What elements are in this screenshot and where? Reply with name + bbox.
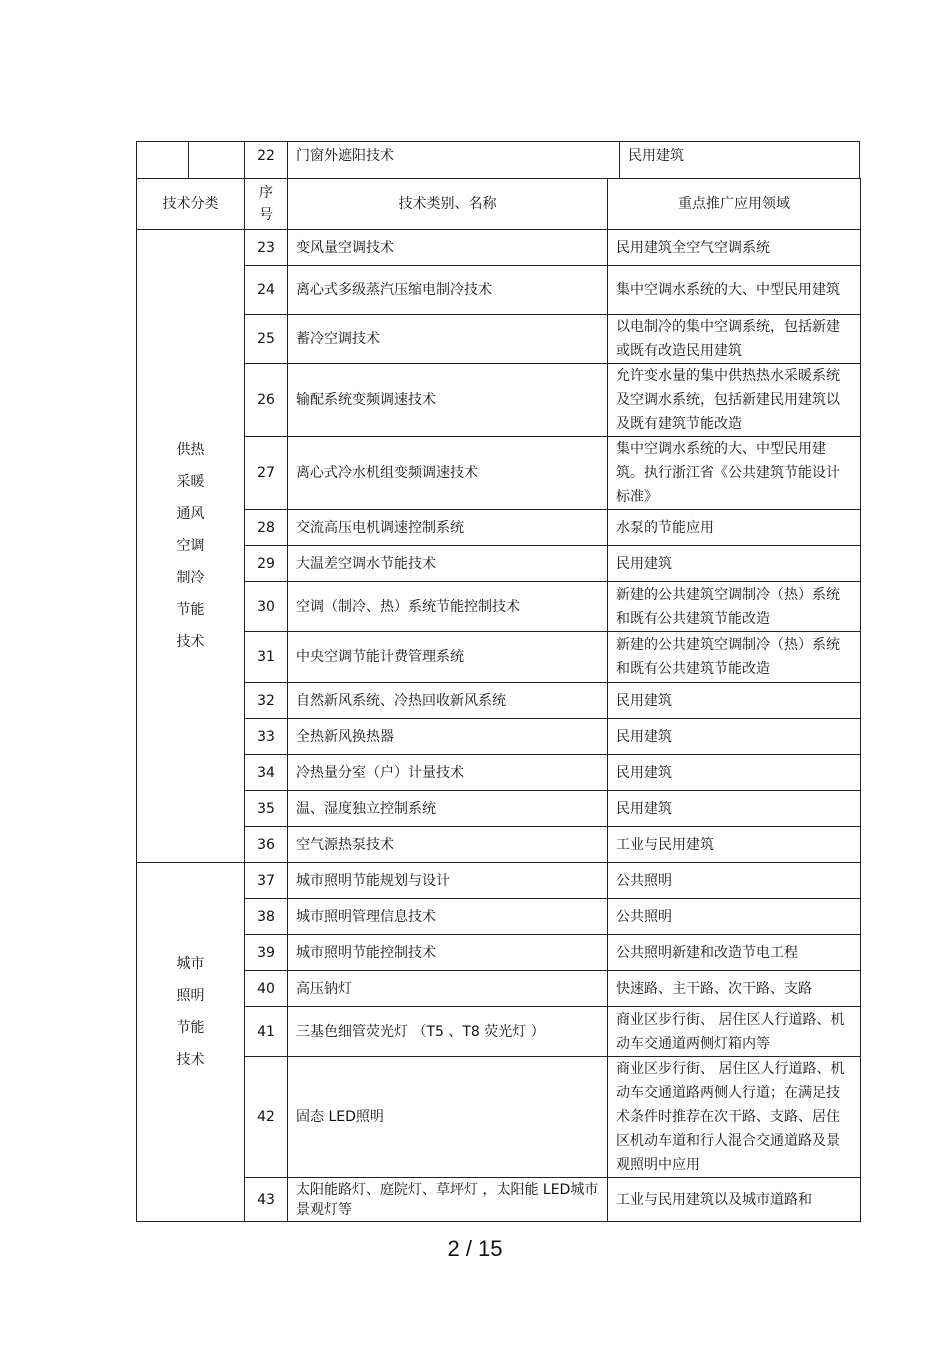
application-field: 民用建筑 xyxy=(608,719,861,755)
empty-cell xyxy=(137,142,189,178)
application-field: 商业区步行街、 居住区人行道路、机动车交通道路两侧人行道；在满足技术条件时推荐在次干路、支路、居住区机动车道和行人混合交通道路及景观照明中应用 xyxy=(608,1057,861,1178)
table-row xyxy=(137,791,861,827)
header-seq xyxy=(245,179,288,230)
category-line: 城市 xyxy=(176,956,205,972)
category-cell xyxy=(137,230,245,863)
row-number: 25 xyxy=(245,315,288,364)
category-line: 照明 xyxy=(176,988,205,1004)
row-number: 27 xyxy=(245,437,288,510)
header-seq-line: 序 xyxy=(259,185,273,201)
technology-name: 三基色细管荧光灯 （T5 、T8 荧光灯 ） xyxy=(288,1007,608,1057)
row-number: 23 xyxy=(245,230,288,266)
table-row xyxy=(137,315,861,364)
category-cell xyxy=(137,863,245,1222)
row-number: 29 xyxy=(245,546,288,582)
table-row xyxy=(137,1178,861,1222)
technology-name: 城市照明节能控制技术 xyxy=(288,935,608,971)
application-field: 水泵的节能应用 xyxy=(608,510,861,546)
row-number: 31 xyxy=(245,632,288,683)
header-category: 技术分类 xyxy=(137,179,245,230)
row-number: 30 xyxy=(245,582,288,632)
category-label xyxy=(177,948,205,1076)
category-line: 通风 xyxy=(176,506,205,522)
table-row xyxy=(137,230,861,266)
category-line: 技术 xyxy=(176,1052,205,1068)
technology-name: 交流高压电机调速控制系统 xyxy=(288,510,608,546)
table-row xyxy=(137,546,861,582)
technology-name: 全热新风换热器 xyxy=(288,719,608,755)
application-field: 民用建筑全空气空调系统 xyxy=(608,230,861,266)
technology-name: 大温差空调水节能技术 xyxy=(288,546,608,582)
row-number: 22 xyxy=(245,142,288,178)
header-name: 技术类别、名称 xyxy=(288,179,608,230)
row-number: 37 xyxy=(245,863,288,899)
table-row xyxy=(137,266,861,315)
table-row xyxy=(137,755,861,791)
technology-name: 固态 LED照明 xyxy=(288,1057,608,1178)
technology-name: 城市照明管理信息技术 xyxy=(288,899,608,935)
application-field: 集中空调水系统的大、中型民用建筑。执行浙江省《公共建筑节能设计标准》 xyxy=(608,437,861,510)
category-line: 空调 xyxy=(176,538,205,554)
application-field: 民用建筑 xyxy=(608,683,861,719)
category-line: 节能 xyxy=(176,1020,205,1036)
empty-cell xyxy=(189,142,245,178)
technology-name: 空气源热泵技术 xyxy=(288,827,608,863)
header-field: 重点推广应用领域 xyxy=(608,179,861,230)
category-line: 采暖 xyxy=(176,474,205,490)
table-row xyxy=(137,582,861,632)
category-line: 供热 xyxy=(176,442,205,458)
row-number: 40 xyxy=(245,971,288,1007)
application-field: 民用建筑 xyxy=(628,148,684,164)
technology-name: 城市照明节能规划与设计 xyxy=(288,863,608,899)
table-row xyxy=(137,364,861,437)
table-row xyxy=(137,935,861,971)
table-row xyxy=(137,719,861,755)
application-field: 新建的公共建筑空调制冷（热）系统和既有公共建筑节能改造 xyxy=(608,582,861,632)
row-number: 24 xyxy=(245,266,288,315)
technology-name: 离心式冷水机组变频调速技术 xyxy=(288,437,608,510)
row-number: 35 xyxy=(245,791,288,827)
application-field: 快速路、主干路、次干路、支路 xyxy=(608,971,861,1007)
table-row xyxy=(137,1057,861,1178)
row-number: 32 xyxy=(245,683,288,719)
application-field: 商业区步行街、 居住区人行道路、机动车交通道两侧灯箱内等 xyxy=(608,1007,861,1057)
application-field: 新建的公共建筑空调制冷（热）系统和既有公共建筑节能改造 xyxy=(608,632,861,683)
application-field: 公共照明 xyxy=(608,863,861,899)
category-label xyxy=(177,434,205,658)
application-field: 集中空调水系统的大、中型民用建筑 xyxy=(608,266,861,315)
technology-name: 离心式多级蒸汽压缩电制冷技术 xyxy=(288,266,608,315)
category-line: 节能 xyxy=(176,602,205,618)
technology-name: 冷热量分室（户）计量技术 xyxy=(288,755,608,791)
row-number: 33 xyxy=(245,719,288,755)
application-field: 工业与民用建筑以及城市道路和 xyxy=(608,1178,861,1222)
technology-name: 太阳能路灯、庭院灯、草坪灯 ，太阳能 LED城市景观灯等 xyxy=(288,1178,608,1222)
continuation-row xyxy=(136,141,860,179)
row-number: 36 xyxy=(245,827,288,863)
category-line: 制冷 xyxy=(176,570,205,586)
table-row xyxy=(137,683,861,719)
technology-name: 温、湿度独立控制系统 xyxy=(288,791,608,827)
header-row xyxy=(137,179,861,230)
table-row xyxy=(137,971,861,1007)
table-row xyxy=(137,1007,861,1057)
technology-name: 高压钠灯 xyxy=(288,971,608,1007)
table-row xyxy=(137,899,861,935)
row-number: 34 xyxy=(245,755,288,791)
technology-name: 蓄冷空调技术 xyxy=(288,315,608,364)
row-number: 39 xyxy=(245,935,288,971)
row-number: 38 xyxy=(245,899,288,935)
application-field: 公共照明 xyxy=(608,899,861,935)
category-line: 技术 xyxy=(176,634,205,650)
application-field: 允许变水量的集中供热热水采暖系统及空调水系统，包括新建民用建筑以及既有建筑节能改造 xyxy=(608,364,861,437)
application-field: 民用建筑 xyxy=(608,791,861,827)
table-row xyxy=(137,827,861,863)
application-field: 公共照明新建和改造节电工程 xyxy=(608,935,861,971)
application-field: 以电制冷的集中空调系统，包括新建或既有改造民用建筑 xyxy=(608,315,861,364)
row-number: 28 xyxy=(245,510,288,546)
application-field: 工业与民用建筑 xyxy=(608,827,861,863)
technology-name: 变风量空调技术 xyxy=(288,230,608,266)
row-number: 42 xyxy=(245,1057,288,1178)
table-row xyxy=(137,632,861,683)
header-seq-line: 号 xyxy=(259,207,273,223)
table-row xyxy=(137,437,861,510)
technology-name: 空调（制冷、热）系统节能控制技术 xyxy=(288,582,608,632)
page-number: 2 / 15 xyxy=(447,1236,503,1261)
technology-name: 中央空调节能计费管理系统 xyxy=(288,632,608,683)
technology-name: 输配系统变频调速技术 xyxy=(288,364,608,437)
technology-name: 自然新风系统、冷热回收新风系统 xyxy=(288,683,608,719)
row-number: 26 xyxy=(245,364,288,437)
table-row xyxy=(137,510,861,546)
row-number: 43 xyxy=(245,1178,288,1222)
application-field: 民用建筑 xyxy=(608,546,861,582)
technology-name: 门窗外遮阳技术 xyxy=(288,142,620,178)
technology-table xyxy=(136,178,861,1222)
table-row xyxy=(137,863,861,899)
row-number: 41 xyxy=(245,1007,288,1057)
application-field: 民用建筑 xyxy=(608,755,861,791)
